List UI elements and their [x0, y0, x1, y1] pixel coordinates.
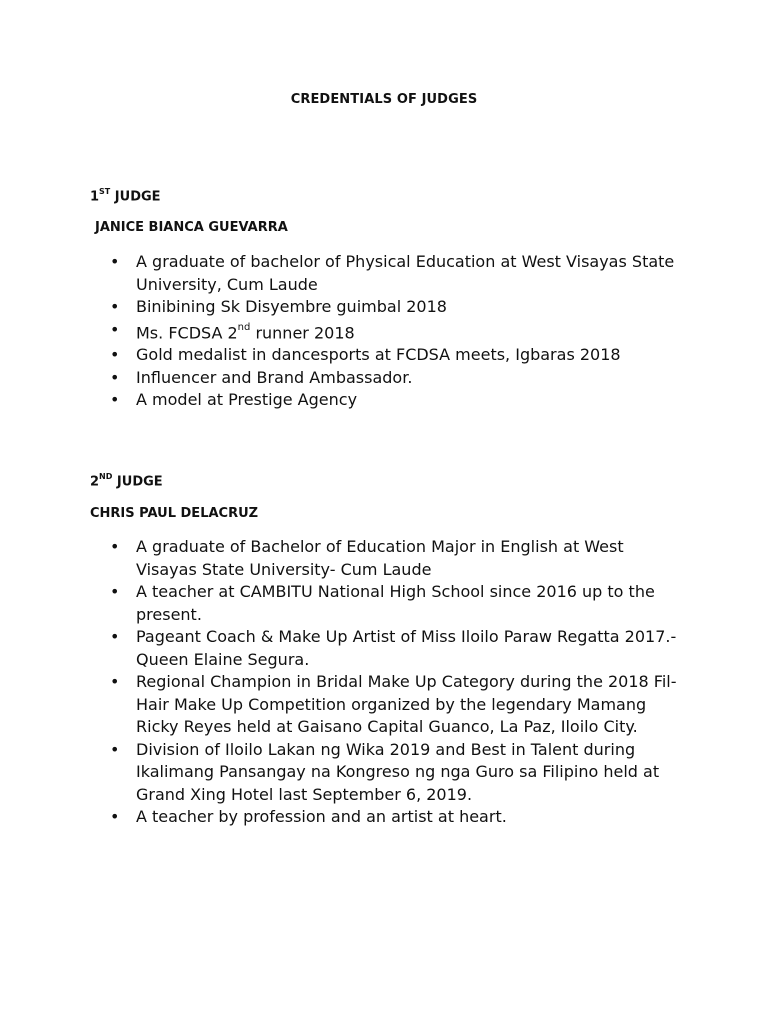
credential-text: A graduate of bachelor of Physical Education at West Visayas State University, Cum Laude — [136, 252, 675, 294]
list-item — [110, 536, 680, 581]
judge-1-heading — [90, 188, 161, 204]
list-item — [110, 251, 680, 296]
list-item — [110, 671, 680, 739]
judge-1-ordinal-number: 1 — [90, 189, 100, 205]
credential-text: Binibining Sk Disyembre guimbal 2018 — [136, 297, 447, 316]
credential-text-before: Ms. FCDSA 2 — [136, 322, 238, 342]
bullet-icon: • — [110, 627, 120, 646]
credential-text: A teacher at CAMBITU National High School since 2016 up to the present. — [136, 582, 655, 624]
credential-text: Influencer and Brand Ambassador. — [136, 367, 413, 387]
list-item — [110, 296, 680, 319]
judge-2-heading-word: JUDGE — [116, 474, 163, 490]
judge-1-name: JANICE BIANCA GUEVARRA — [95, 220, 288, 235]
bullet-icon: • — [110, 367, 120, 387]
list-item — [110, 806, 680, 829]
bullet-icon: • — [110, 672, 120, 691]
credential-text: Regional Champion in Bridal Make Up Category during the 2018 Fil-Hair Make Up Competition organized by the legendary Mamang Ricky Reyes held at Gaisano Capital Guanco, La Paz, Iloilo City. — [136, 672, 677, 736]
bullet-icon: • — [110, 807, 120, 826]
list-item — [110, 319, 680, 345]
credential-text: A model at Prestige Agency — [136, 390, 358, 410]
bullet-icon: • — [110, 345, 120, 365]
credential-text: Division of Iloilo Lakan ng Wika 2019 and Best in Talent during Ikalimang Pansangay na Kongreso ng nga Guro sa Filipino held at Grand Xing Hotel last September 6, 2019. — [136, 739, 660, 804]
list-item — [110, 367, 680, 390]
credential-text: A graduate of Bachelor of Education Major in English at West Visayas State University- Cum Laude — [136, 537, 624, 579]
list-item — [110, 344, 680, 367]
judge-2-ordinal-suffix: ND — [99, 472, 113, 481]
credential-text: Gold medalist in dancesports at FCDSA meets, Igbaras 2018 — [136, 345, 621, 365]
credential-text: Pageant Coach & Make Up Artist of Miss Iloilo Paraw Regatta 2017.- Queen Elaine Segura. — [136, 627, 677, 669]
judge-2-heading — [90, 473, 163, 489]
credential-text: A teacher by profession and an artist at heart. — [136, 807, 507, 826]
judge-1-credentials-list — [110, 251, 680, 412]
document-title: CREDENTIALS OF JUDGES — [290, 92, 478, 107]
bullet-icon: • — [110, 739, 120, 759]
list-item — [110, 389, 680, 412]
bullet-icon: • — [110, 390, 120, 410]
list-item — [110, 581, 680, 626]
judge-1-heading-word: JUDGE — [114, 189, 161, 205]
judge-2-name: CHRIS PAUL DELACRUZ — [90, 506, 259, 521]
judge-2-credentials-list — [110, 536, 680, 829]
bullet-icon: • — [110, 319, 120, 339]
bullet-icon: • — [110, 297, 120, 316]
credential-superscript: nd — [237, 321, 251, 333]
judge-2-ordinal-number: 2 — [90, 474, 100, 490]
bullet-icon: • — [110, 582, 120, 601]
list-item — [110, 739, 680, 807]
bullet-icon: • — [110, 537, 120, 556]
bullet-icon: • — [110, 252, 120, 271]
judge-1-ordinal-suffix: ST — [99, 187, 111, 196]
list-item — [110, 626, 680, 671]
credential-text-after: runner 2018 — [250, 322, 355, 342]
